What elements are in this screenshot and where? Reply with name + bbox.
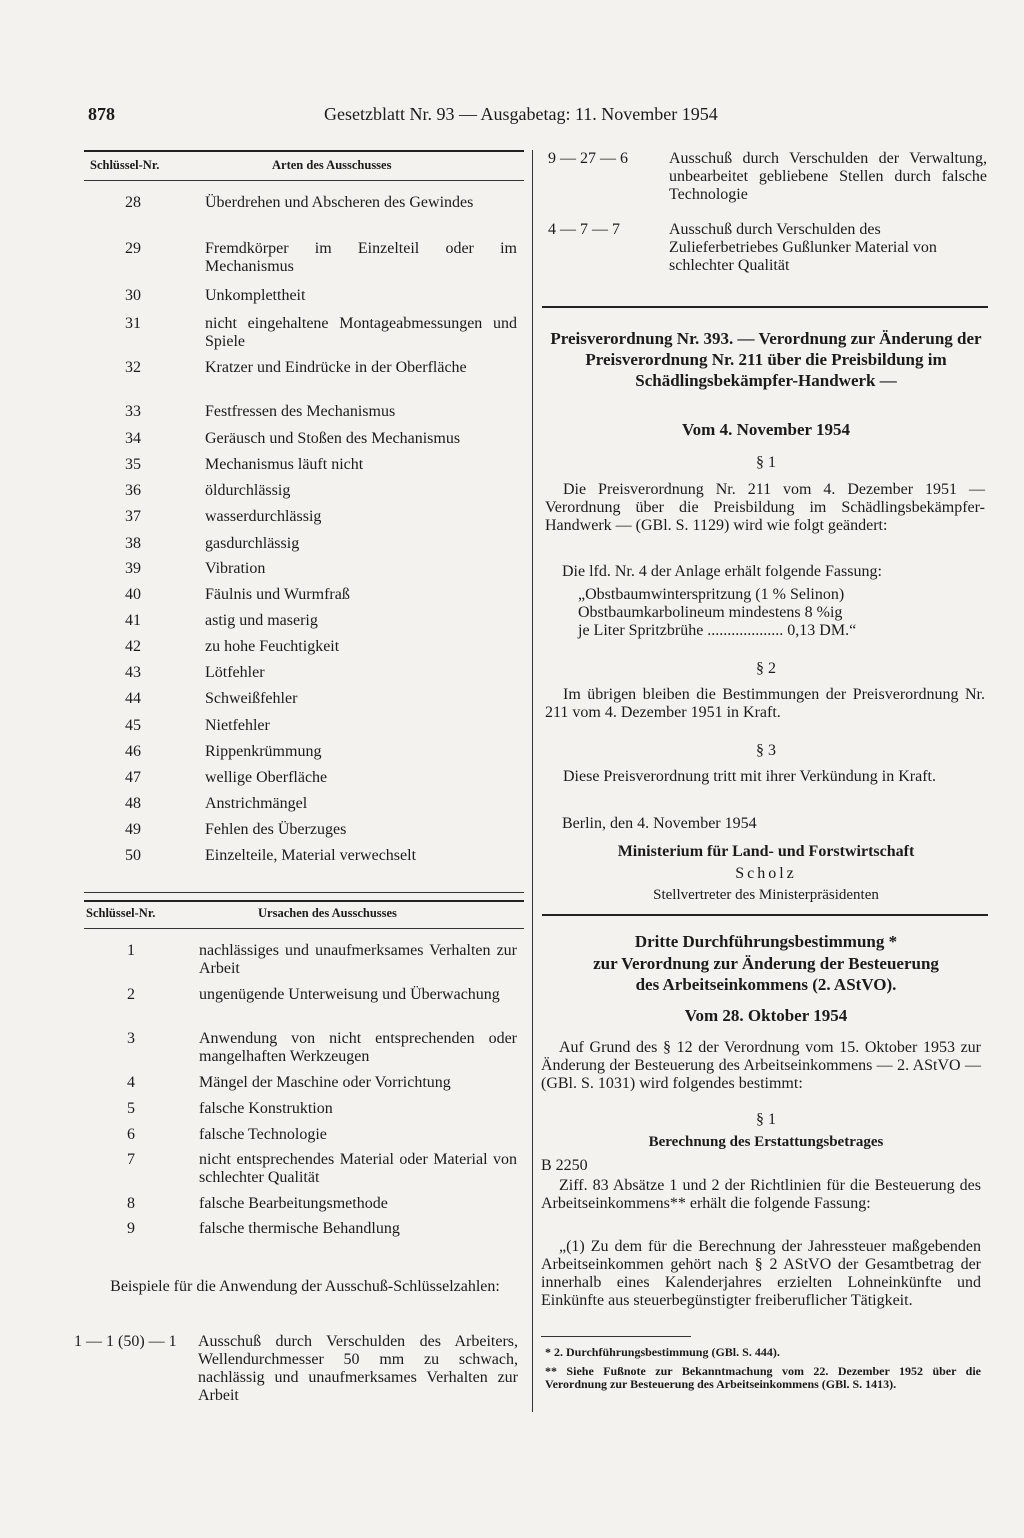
table1-row-number: 48 xyxy=(125,795,141,812)
preis-quote-line-3: je Liter Spritzbrühe ................... 0,13 DM.“ xyxy=(578,622,857,639)
table1-row-number: 31 xyxy=(125,315,141,332)
table1-row-number: 32 xyxy=(125,359,141,376)
table1-row-number: 36 xyxy=(125,482,141,499)
table1-top-rule xyxy=(84,150,524,152)
table1-row-number: 43 xyxy=(125,664,141,681)
example-code-2: 9 — 27 — 6 xyxy=(548,150,628,167)
preis-signer-role: Stellvertreter des Ministerpräsidenten xyxy=(653,887,879,903)
table2-row-number: 6 xyxy=(127,1126,135,1143)
table1-row-number: 40 xyxy=(125,586,141,603)
table2-row-number: 2 xyxy=(127,986,135,1003)
table1-row-text: öldurchlässig xyxy=(205,482,291,499)
table2-row-number: 4 xyxy=(127,1074,135,1091)
table2-row-number: 8 xyxy=(127,1195,135,1212)
table1-row-number: 30 xyxy=(125,287,141,304)
table1-row-text: Rippenkrümmung xyxy=(205,743,322,760)
table1-row-number: 33 xyxy=(125,403,141,420)
table1-row-number: 29 xyxy=(125,240,141,257)
table1-row-text: Fremdkörper im Einzelteil oder im Mechanismus xyxy=(205,240,517,275)
dfb-date: Vom 28. Oktober 1954 xyxy=(684,1006,848,1025)
table2-row-text: ungenügende Unterweisung und Überwachung xyxy=(199,986,500,1003)
preis-ministry: Ministerium für Land- und Forstwirtschaft xyxy=(617,843,915,860)
preis-paragraph-2: Die lfd. Nr. 4 der Anlage erhält folgende Fassung: xyxy=(562,563,882,580)
table1-row-number: 34 xyxy=(125,430,141,447)
preis-section-2: § 2 xyxy=(756,660,776,677)
preis-paragraph-3: Im übrigen bleiben die Bestimmungen der Preisverordnung Nr. 211 vom 4. Dezember 1951 in Kraft. xyxy=(545,686,985,721)
table2-header-rule xyxy=(84,928,524,929)
table1-row-text: Fehlen des Überzuges xyxy=(205,821,347,838)
table1-row-number: 28 xyxy=(125,194,141,211)
dfb-intro: Auf Grund des § 12 der Verordnung vom 15. Oktober 1953 zur Änderung der Besteuerung des Arbeitseinkommens — 2. AStVO — (GBl. S. 1031) wird folgendes bestimmt: xyxy=(541,1039,981,1092)
table1-row-text: Überdrehen und Abscheren des Gewindes xyxy=(205,194,474,211)
dfb-title-line-2: zur Verordnung zur Änderung der Besteuerung xyxy=(593,954,939,973)
table2-row-text: Anwendung von nicht entsprechenden oder mangelhaften Werkzeugen xyxy=(199,1030,517,1065)
column-divider xyxy=(532,150,533,1412)
table1-row-text: wasserdurchlässig xyxy=(205,508,322,525)
dfb-title-line-1: Dritte Durchführungsbestimmung * xyxy=(634,932,898,951)
table2-row-text: Mängel der Maschine oder Vorrichtung xyxy=(199,1074,451,1091)
section-rule-1 xyxy=(542,306,988,308)
table1-header-rule xyxy=(84,180,524,181)
table1-row-text: Lötfehler xyxy=(205,664,265,681)
footnote-2: ** Siehe Fußnote zur Bekanntmachung vom 22. Dezember 1952 über die Verordnung zur Besteuerung des Arbeitseinkommens (GBl. S. 1413). xyxy=(545,1364,981,1391)
table2-col1-header: Schlüssel-Nr. xyxy=(86,906,156,920)
table1-row-text: Nietfehler xyxy=(205,717,270,734)
table2-row-text: falsche Konstruktion xyxy=(199,1100,333,1117)
table2-row-text: nicht entsprechendes Material oder Material von schlechter Qualität xyxy=(199,1151,517,1186)
table1-row-text: Vibration xyxy=(205,560,266,577)
table2-row-text: falsche Bearbeitungsmethode xyxy=(199,1195,388,1212)
table1-row-number: 39 xyxy=(125,560,141,577)
example-text-3: Ausschuß durch Verschulden des Zulieferbetriebes Gußlunker Material von schlechter Qualität xyxy=(669,221,937,274)
table1-row-number: 38 xyxy=(125,535,141,552)
table1-row-text: astig und maserig xyxy=(205,612,318,629)
table1-col1-header: Schlüssel-Nr. xyxy=(90,158,160,172)
table2-row-number: 1 xyxy=(127,942,135,959)
table1-col2-header: Arten des Ausschusses xyxy=(272,158,392,172)
table1-row-number: 42 xyxy=(125,638,141,655)
table2-col2-header: Ursachen des Ausschusses xyxy=(258,906,397,920)
section-rule-2 xyxy=(542,914,988,916)
table1-row-text: gasdurchlässig xyxy=(205,535,300,552)
page-number: 878 xyxy=(88,104,115,124)
table1-row-text: Kratzer und Eindrücke in der Oberfläche xyxy=(205,359,467,376)
table1-row-text: Einzelteile, Material verwechselt xyxy=(205,847,417,864)
table1-row-number: 45 xyxy=(125,717,141,734)
table1-row-number: 35 xyxy=(125,456,141,473)
table1-row-number: 41 xyxy=(125,612,141,629)
table1-row-text: nicht eingehaltene Montageabmessungen und Spiele xyxy=(205,315,517,350)
table1-row-text: Unkomplettheit xyxy=(205,287,306,304)
example-text-2: Ausschuß durch Verschulden der Verwaltung, unbearbeitet gebliebene Stellen durch falsche Technologie xyxy=(669,150,987,203)
footnote-1: * 2. Durchführungsbestimmung (GBl. S. 444). xyxy=(545,1345,780,1359)
table1-row-number: 46 xyxy=(125,743,141,760)
preis-quote-line-2: Obstbaumkarbolineum mindestens 8 %ig xyxy=(578,604,843,621)
table2-row-text: falsche Technologie xyxy=(199,1126,327,1143)
preisverordnung-title: Preisverordnung Nr. 393. — Verordnung zur Änderung der Preisverordnung Nr. 211 über die Preisbildung im Schädlingsbekämpfer-Handwerk — xyxy=(550,329,982,390)
table1-bottom-rule xyxy=(84,892,524,893)
table1-row-number: 49 xyxy=(125,821,141,838)
footnote-rule xyxy=(541,1336,691,1337)
examples-heading: Beispiele für die Anwendung der Ausschuß-Schlüsselzahlen: xyxy=(110,1278,500,1295)
gazette-header-title: Gesetzblatt Nr. 93 — Ausgabetag: 11. November 1954 xyxy=(324,104,718,124)
table2-row-number: 9 xyxy=(127,1220,135,1237)
dfb-paragraph-2: „(1) Zu dem für die Berechnung der Jahressteuer maßgebenden Arbeitseinkommen gehört nach § 2 AStVO der Gesamtbetrag der innerhalb eines Kalenderjahres erzielten Lohneinkünfte und Einkünfte aus steuerbegünstigter freiberuflicher Tätigkeit. xyxy=(541,1238,981,1309)
example-text-1: Ausschuß durch Verschulden des Arbeiters, Wellendurchmesser 50 mm zu schwach, nachlässig und unaufmerksames Verhalten zur Arbeit xyxy=(198,1333,518,1404)
table1-row-number: 44 xyxy=(125,690,141,707)
table2-row-text: nachlässiges und unaufmerksames Verhalten zur Arbeit xyxy=(199,942,517,977)
table2-top-rule xyxy=(84,900,524,902)
dfb-code: B 2250 xyxy=(541,1157,588,1174)
dfb-title-line-3: des Arbeitseinkommens (2. AStVO). xyxy=(635,975,897,994)
example-code-1: 1 — 1 (50) — 1 xyxy=(74,1333,177,1350)
table1-row-text: wellige Oberfläche xyxy=(205,769,328,786)
preis-section-1: § 1 xyxy=(756,454,776,471)
dfb-section-1: § 1 xyxy=(756,1111,776,1128)
table1-row-text: Fäulnis und Wurmfraß xyxy=(205,586,350,603)
table1-row-text: Geräusch und Stoßen des Mechanismus xyxy=(205,430,461,447)
preis-paragraph-1: Die Preisverordnung Nr. 211 vom 4. Dezember 1951 — Verordnung über die Preisbildung im Schädlingsbekämpfer-Handwerk — (GBl. S. 1129) wird wie folgt geändert: xyxy=(545,481,985,534)
preis-section-3: § 3 xyxy=(756,742,776,759)
table2-row-number: 3 xyxy=(127,1030,135,1047)
dfb-subheading: Berechnung des Erstattungsbetrages xyxy=(648,1134,884,1150)
table1-row-text: Anstrichmängel xyxy=(205,795,308,812)
dfb-paragraph-1: Ziff. 83 Absätze 1 und 2 der Richtlinien für die Besteuerung des Arbeitseinkommens** erhält die folgende Fassung: xyxy=(541,1177,981,1212)
table1-row-number: 47 xyxy=(125,769,141,786)
table2-row-number: 7 xyxy=(127,1151,135,1168)
table2-row-text: falsche thermische Behandlung xyxy=(199,1220,400,1237)
table1-row-text: Festfressen des Mechanismus xyxy=(205,403,396,420)
preis-place-date: Berlin, den 4. November 1954 xyxy=(562,815,757,832)
table1-row-number: 50 xyxy=(125,847,141,864)
preis-paragraph-4: Diese Preisverordnung tritt mit ihrer Verkündung in Kraft. xyxy=(563,768,936,785)
preisverordnung-date: Vom 4. November 1954 xyxy=(681,420,851,439)
preis-signer: Scholz xyxy=(735,865,797,882)
table1-row-text: Schweißfehler xyxy=(205,690,298,707)
preis-quote-line-1: „Obstbaumwinterspritzung (1 % Selinon) xyxy=(578,586,845,603)
table1-row-number: 37 xyxy=(125,508,141,525)
table1-row-text: zu hohe Feuchtigkeit xyxy=(205,638,340,655)
table1-row-text: Mechanismus läuft nicht xyxy=(205,456,364,473)
table2-row-number: 5 xyxy=(127,1100,135,1117)
example-code-3: 4 — 7 — 7 xyxy=(548,221,620,238)
